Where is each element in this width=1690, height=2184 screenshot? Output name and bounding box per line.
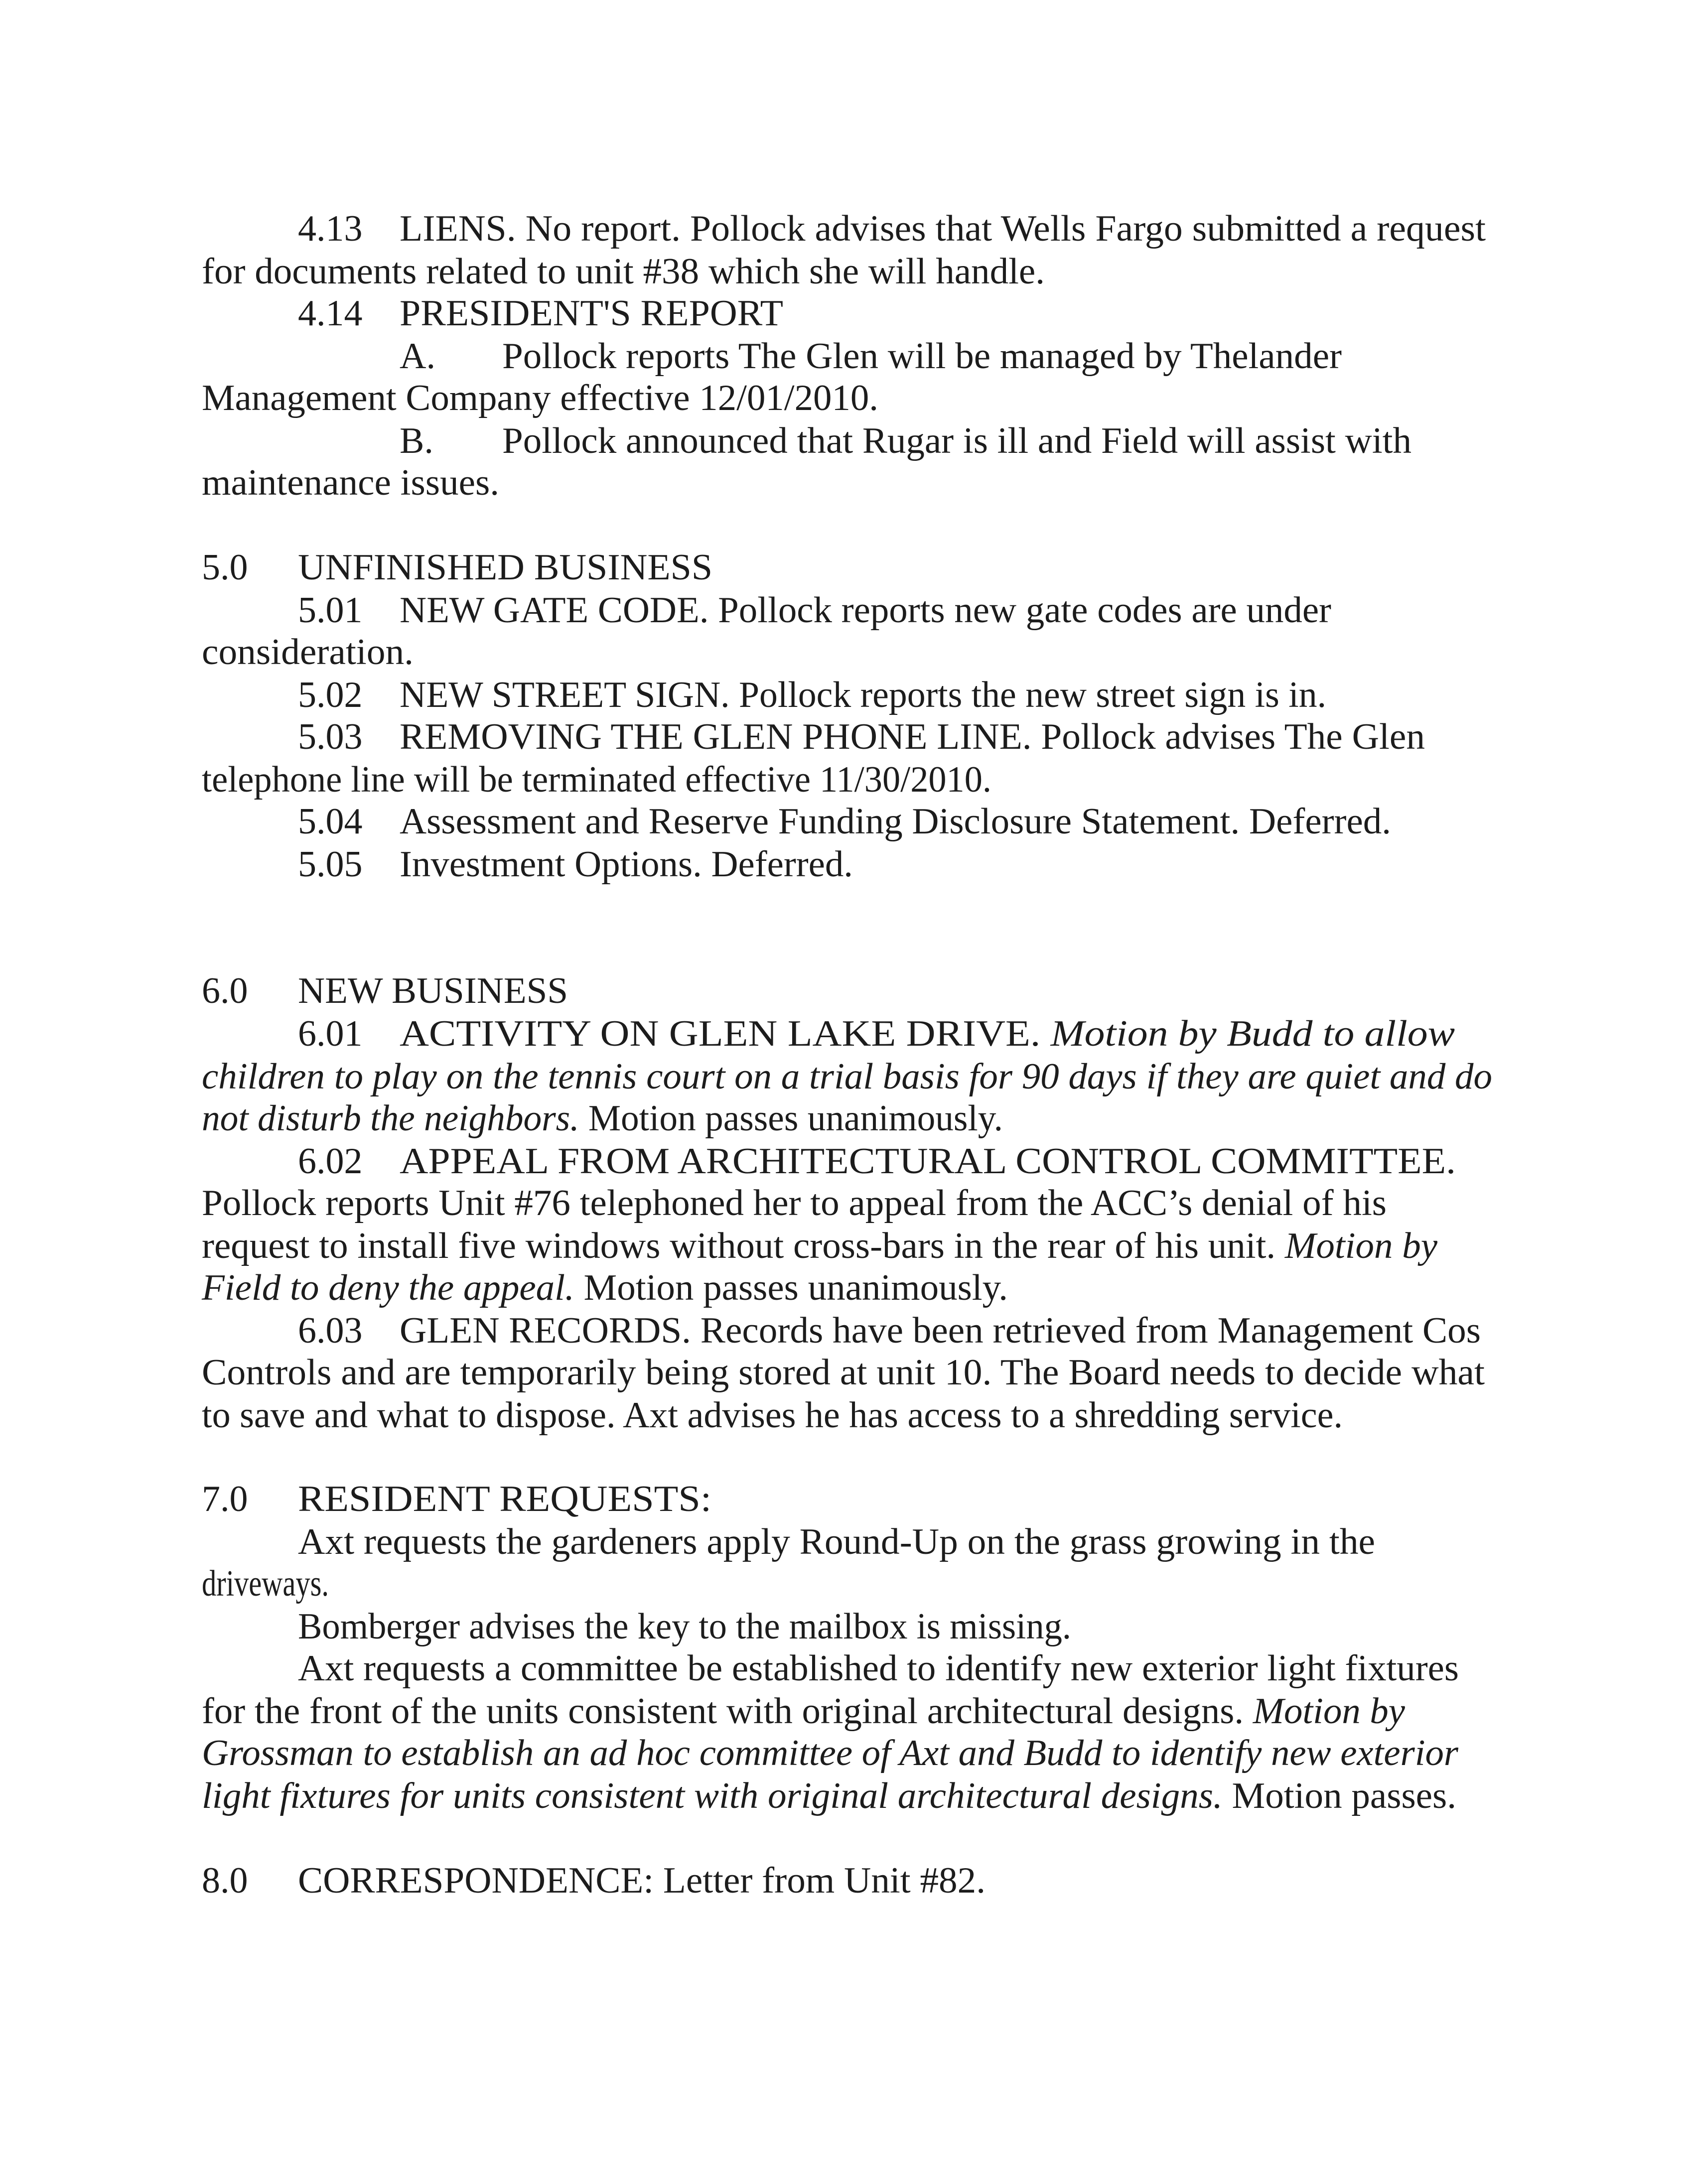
item-text: NEW GATE CODE. Pollock reports new gate codes are under (400, 590, 1331, 631)
item-number: 6.03 (298, 1310, 363, 1351)
request-text: Motion passes. (1232, 1775, 1456, 1816)
motion-text: Field to deny the appeal. (202, 1267, 574, 1308)
item-title: PRESIDENT'S REPORT (400, 293, 783, 334)
request-text: for the front of the units consistent with original architectural designs. (202, 1691, 1244, 1732)
subitem-label: A. (400, 336, 435, 377)
subitem-text: Pollock announced that Rugar is ill and Field will assist with (502, 420, 1411, 461)
item-number: 6.02 (298, 1141, 363, 1182)
section-title: CORRESPONDENCE: Letter from Unit #82. (298, 1860, 986, 1901)
subitem-label: B. (400, 420, 433, 461)
item-number: 6.01 (298, 1013, 363, 1054)
section-title: NEW BUSINESS (298, 970, 568, 1011)
section-number: 5.0 (202, 547, 248, 588)
item-text: for documents related to unit #38 which she will handle. (202, 251, 1045, 292)
item-number: 5.01 (298, 590, 363, 631)
item-text: to save and what to dispose. Axt advises he has access to a shredding service. (202, 1395, 1343, 1436)
item-number: 4.14 (298, 293, 363, 334)
request-text: Axt requests a committee be established to identify new exterior light fixtures (298, 1648, 1459, 1689)
item-text: telephone line will be terminated effective 11/30/2010. (202, 759, 991, 800)
section-title: RESIDENT REQUESTS: (298, 1479, 711, 1519)
item-text: Pollock reports Unit #76 telephoned her to appeal from the ACC’s denial of his (202, 1183, 1387, 1224)
item-number: 5.04 (298, 801, 363, 842)
request-text: driveways. (202, 1563, 329, 1604)
item-text-mixed (202, 1100, 1003, 1137)
item-text: Motion passes unanimously. (583, 1267, 1008, 1308)
item-text: Assessment and Reserve Funding Disclosure Statement. Deferred. (400, 801, 1391, 842)
item-text-mixed (202, 1269, 1008, 1306)
item-text: LIENS. No report. Pollock advises that Wells Fargo submitted a request (400, 208, 1486, 249)
item-text: Motion passes unanimously. (588, 1098, 1003, 1139)
item-text: NEW STREET SIGN. Pollock reports the new street sign is in. (400, 675, 1326, 715)
motion-text: Grossman to establish an ad hoc committee of Axt and Budd to identify new exterior (202, 1733, 1458, 1774)
motion-text: Motion by (1253, 1691, 1405, 1732)
item-text: request to install five windows without cross-bars in the rear of his unit. (202, 1226, 1276, 1266)
item-text-mixed (400, 1015, 1455, 1052)
item-text: ACTIVITY ON GLEN LAKE DRIVE. (400, 1013, 1041, 1054)
motion-text: light fixtures for units consistent with original architectural designs. (202, 1775, 1223, 1816)
section-title: UNFINISHED BUSINESS (298, 547, 712, 588)
request-text: Bomberger advises the key to the mailbox is missing. (298, 1606, 1071, 1647)
item-text: Controls and are temporarily being stored at unit 10. The Board needs to decide what (202, 1352, 1485, 1393)
motion-text: children to play on the tennis court on a trial basis for 90 days if they are quiet and do (202, 1056, 1493, 1097)
item-number: 5.05 (298, 844, 363, 885)
section-number: 6.0 (202, 970, 248, 1011)
item-number: 5.02 (298, 675, 363, 715)
subitem-text: maintenance issues. (202, 462, 499, 503)
item-text-mixed (202, 1228, 1437, 1264)
section-number: 7.0 (202, 1479, 248, 1519)
subitem-text: Management Company effective 12/01/2010. (202, 378, 878, 418)
motion-text: not disturb the neighbors. (202, 1098, 579, 1139)
item-number: 4.13 (298, 208, 363, 249)
request-text-mixed (202, 1777, 1456, 1814)
item-text: APPEAL FROM ARCHITECTURAL CONTROL COMMITTEE. (400, 1141, 1456, 1182)
request-text-mixed (202, 1693, 1405, 1730)
item-text: consideration. (202, 632, 414, 673)
item-number: 5.03 (298, 716, 363, 757)
motion-text: Motion by (1284, 1226, 1437, 1266)
item-text: Investment Options. Deferred. (400, 844, 853, 885)
section-number: 8.0 (202, 1860, 248, 1901)
item-text: REMOVING THE GLEN PHONE LINE. Pollock advises The Glen (400, 716, 1425, 757)
request-text: Axt requests the gardeners apply Round-Up on the grass growing in the (298, 1521, 1375, 1562)
subitem-text: Pollock reports The Glen will be managed by Thelander (502, 336, 1342, 377)
motion-text: Motion by Budd to allow (1050, 1013, 1455, 1054)
item-text: GLEN RECORDS. Records have been retrieved from Management Cos (400, 1310, 1481, 1351)
